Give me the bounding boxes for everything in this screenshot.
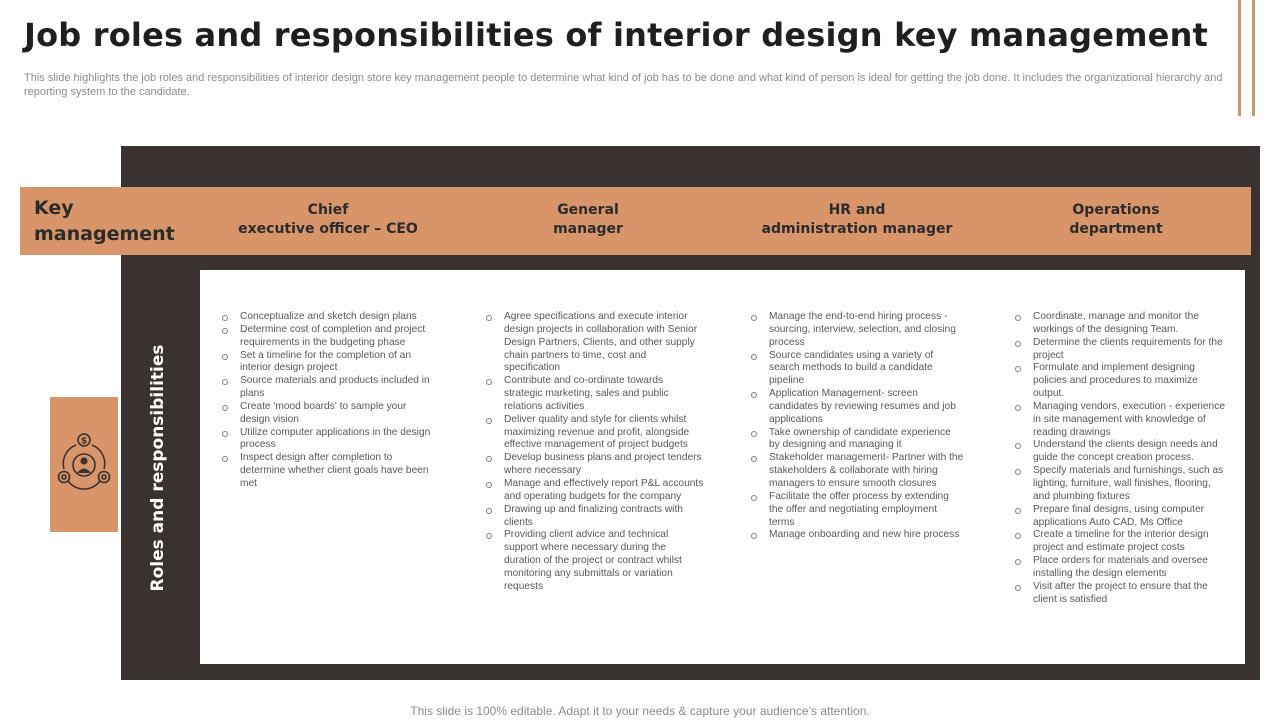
user-cycle-dollar-icon [56,431,112,495]
slide-subtitle: This slide highlights the job roles and responsibilities of interior design store key management people to determine what kind of job has to be done and what kind of person is ideal for getting the job done. It includes the organizational hierarchy and reporting system to the candidate. [24,72,1223,98]
responsibility-item: Application Management- screen candidates by reviewing resumes and job applications [749,388,964,427]
responsibility-item: Create a timeline for the interior design project and estimate project costs [1013,529,1229,555]
responsibility-item: Drawing up and finalizing contracts with clients [484,504,704,530]
hr-admin-responsibilities-list [749,311,964,542]
responsibility-item: Contribute and co-ordinate towards strategic marketing, sales and public relations activities [484,375,704,414]
responsibility-item: Inspect design after completion to determine whether client goals have been met [220,452,435,491]
column-heading-line: HR and [828,202,886,218]
column-heading-general-manager [468,201,708,239]
responsibility-item: Source candidates using a variety of search methods to build a candidate pipeline [749,350,964,389]
roles-responsibilities-label: Roles and responsibilities [148,344,168,592]
responsibility-item: Prepare final designs, using computer applications Auto CAD, Ms Office [1013,504,1229,530]
column-heading-hr-admin [737,201,977,239]
responsibility-item: Visit after the project to ensure that the client is satisfied [1013,581,1229,607]
decorative-line-left [1238,0,1241,116]
responsibility-item: Develop business plans and project tenders where necessary [484,452,704,478]
responsibility-item: Specify materials and furnishings, such as lighting, furniture, wall finishes, flooring, and plumbing fixtures [1013,465,1229,504]
key-management-label: Key management [34,197,175,245]
column-heading-operations [996,201,1236,239]
responsibility-item: Create 'mood boards' to sample your design vision [220,401,435,427]
operations-responsibilities-list [1013,311,1229,606]
column-heading-line: department [1069,221,1163,237]
responsibility-item: Conceptualize and sketch design plans [220,311,435,324]
column-heading-line: administration manager [761,221,953,237]
column-heading-line: manager [553,221,623,237]
slide-footer: This slide is 100% editable. Adapt it to your needs & capture your audience’s attention. [410,704,870,718]
column-heading-line: Operations [1072,202,1160,218]
responsibility-item: Deliver quality and style for clients whilst maximizing revenue and profit, alongside effective management of project budgets [484,414,704,453]
responsibility-item: Stakeholder management- Partner with the stakeholders & collaborate with hiring managers to ensure smooth closures [749,452,964,491]
responsibility-item: Determine cost of completion and project requirements in the budgeting phase [220,324,435,350]
general-manager-responsibilities-list [484,311,704,594]
responsibility-item: Determine the clients requirements for the project [1013,337,1229,363]
responsibility-item: Providing client advice and technical support where necessary during the duration of the project or contract whilst monitoring any submittals or variation requests [484,529,704,593]
responsibility-item: Set a timeline for the completion of an interior design project [220,350,435,376]
responsibility-item: Manage onboarding and new hire process [749,529,964,542]
responsibility-item: Manage and effectively report P&L accounts and operating budgets for the company [484,478,704,504]
responsibility-item: Take ownership of candidate experience by designing and managing it [749,427,964,453]
column-heading-ceo [208,201,448,239]
column-heading-line: Chief [307,202,349,218]
responsibility-item: Place orders for materials and oversee installing the design elements [1013,555,1229,581]
ceo-responsibilities-list [220,311,435,491]
responsibility-item: Managing vendors, execution - experience in site management with knowledge of reading drawings [1013,401,1229,440]
responsibility-item: Coordinate, manage and monitor the workings of the designing Team. [1013,311,1229,337]
responsibility-item: Formulate and implement designing policies and procedures to maximize output. [1013,362,1229,401]
responsibility-item: Agree specifications and execute interior design projects in collaboration with Senior Design Partners, Clients, and other supply chain partners to time, cost and specification [484,311,704,375]
responsibility-item: Understand the clients design needs and guide the concept creation process. [1013,439,1229,465]
decorative-line-right [1252,0,1255,116]
responsibility-item: Utilize computer applications in the design process [220,427,435,453]
svg-text:$: $ [80,436,88,447]
responsibility-item: Source materials and products included in plans [220,375,435,401]
slide-title: Job roles and responsibilities of interior design key management [24,16,1209,54]
column-heading-line: executive officer – CEO [238,221,418,237]
column-heading-line: General [557,202,619,218]
responsibility-item: Manage the end-to-end hiring process - sourcing, interview, selection, and closing process [749,311,964,350]
responsibility-item: Facilitate the offer process by extending the offer and negotiating employment terms [749,491,964,530]
side-icon-box [50,397,118,532]
